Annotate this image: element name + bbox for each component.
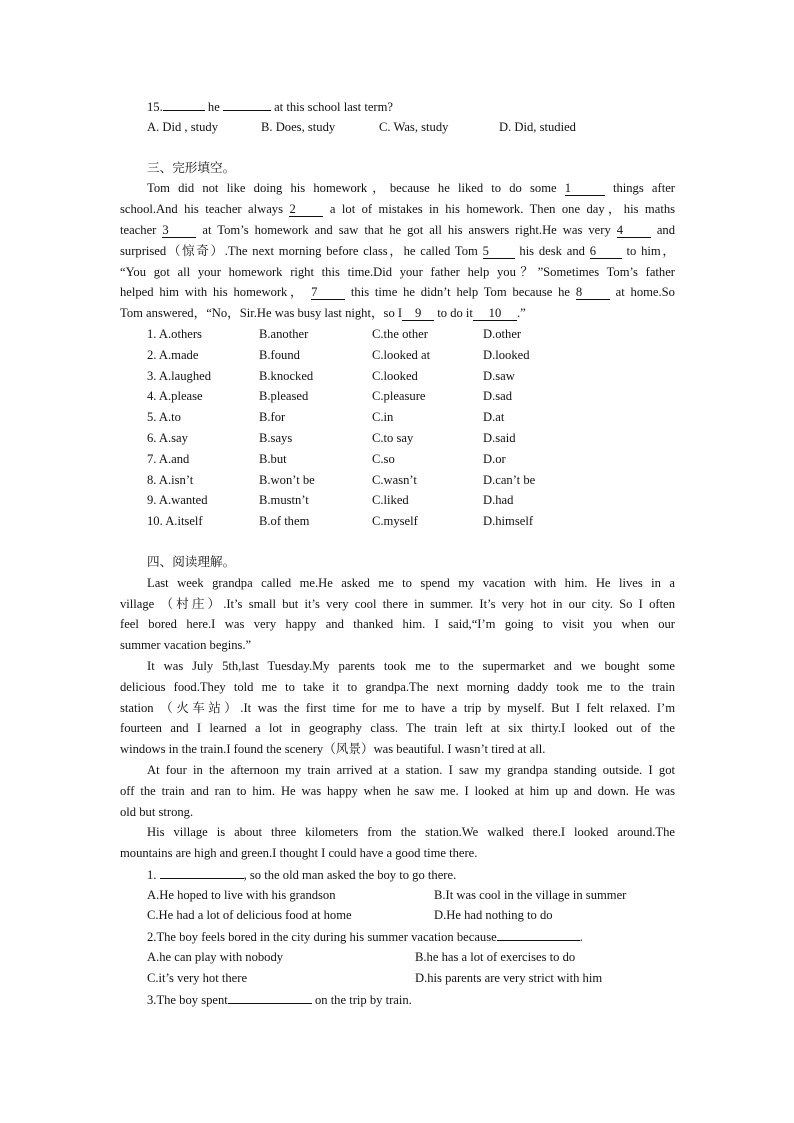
cloze-option[interactable]: 4. A.please — [147, 389, 203, 404]
cloze-option[interactable]: D.other — [483, 326, 522, 341]
reading-q2-stem: 2.The boy feels bored in the city during his summer vacation because . — [120, 926, 675, 947]
cloze-option[interactable]: B.of them — [259, 514, 310, 529]
q1-option-b[interactable]: B.It was cool in the village in summer — [434, 887, 627, 902]
reading-q2-options — [120, 968, 675, 989]
cloze-option[interactable]: 7. A.and — [147, 451, 190, 466]
reading-q3-stem: 3.The boy spent on the trip by train. — [120, 989, 675, 1010]
cloze-option-row — [120, 428, 675, 449]
cloze-blank-5[interactable]: 5 — [483, 244, 515, 259]
passage-line: village （村庄）.It’s small but it’s very cool there in summer. It’s very hot in our city. So I often — [120, 596, 675, 611]
cloze-option[interactable]: 9. A.wanted — [147, 493, 208, 508]
q15-option-d[interactable]: D. Did, studied — [499, 119, 576, 134]
passage-line: station （火车站）.It was the first time for me to have a trip by myself. But I felt relaxed. I’m — [120, 700, 675, 715]
passage-line: feel bored here.I was very happy and thanked him. I said,“I’m going to visit you when our — [120, 617, 675, 632]
cloze-line: school.And his teacher always 2 a lot of mistakes in his homework. Then one day，his maths — [120, 202, 676, 217]
cloze-line: helped him with his homework， 7 this time he didn’t help Tom because he 8 at home.So — [120, 285, 675, 300]
q15-option-c[interactable]: C. Was, study — [379, 119, 449, 134]
cloze-option[interactable]: C.myself — [372, 514, 418, 529]
cloze-option[interactable]: B.mustn’t — [259, 493, 309, 508]
cloze-option[interactable]: D.looked — [483, 347, 530, 362]
cloze-line: surprised（惊奇）.The next morning before class，he called Tom 5 his desk and 6 to him， — [120, 243, 675, 258]
cloze-option[interactable]: C.looked — [372, 368, 418, 383]
passage-line: fourteen and I learned a lot in geography class. The train left at six thirty.I looked out of the — [120, 721, 675, 736]
cloze-option[interactable]: B.for — [259, 410, 286, 425]
cloze-blank-2[interactable]: 2 — [289, 202, 323, 217]
answer-blank[interactable] — [223, 96, 271, 111]
cloze-blank-3[interactable]: 3 — [162, 223, 196, 238]
reading-q1-options — [120, 885, 675, 906]
cloze-option[interactable]: 6. A.say — [147, 430, 188, 445]
cloze-option[interactable]: B.says — [259, 430, 293, 445]
cloze-option-row — [120, 366, 675, 387]
q15-stem: 15. he at this school last term? — [120, 96, 675, 117]
cloze-option-row — [120, 490, 675, 511]
cloze-line: teacher 3 at Tom’s homework and saw that he got all his answers right.He was very 4 and — [120, 222, 676, 237]
q1-option-c[interactable]: C.He had a lot of delicious food at home — [147, 908, 352, 923]
cloze-option[interactable]: D.sad — [483, 389, 513, 404]
answer-blank[interactable] — [160, 864, 244, 879]
q15-option-a[interactable]: A. Did , study — [147, 119, 219, 134]
cloze-option[interactable]: 1. A.others — [147, 326, 202, 341]
cloze-option[interactable]: 3. A.laughed — [147, 368, 212, 383]
cloze-option[interactable]: B.won’t be — [259, 472, 315, 487]
passage-line: mountains are high and green.I thought I could have a good time there. — [120, 846, 478, 861]
cloze-line: Tom did not like doing his homework，because he liked to do some 1 things after — [147, 181, 675, 196]
cloze-option[interactable]: C.to say — [372, 430, 414, 445]
cloze-blank-8[interactable]: 8 — [576, 285, 610, 300]
passage-line: It was July 5th,last Tuesday.My parents took me to the supermarket and we bought some — [147, 658, 675, 673]
reading-passage — [120, 573, 675, 864]
cloze-option-row — [120, 470, 675, 491]
cloze-option-row — [120, 511, 675, 532]
cloze-option[interactable]: D.said — [483, 430, 516, 445]
answer-blank[interactable] — [163, 96, 205, 111]
passage-line: old but strong. — [120, 804, 194, 819]
cloze-option[interactable]: 10. A.itself — [147, 514, 203, 529]
reading-q2-options — [120, 947, 675, 968]
passage-line: delicious food.They told me to take it to grandpa.The next morning daddy took me to the train — [120, 679, 675, 694]
cloze-option[interactable]: B.knocked — [259, 368, 314, 383]
cloze-option[interactable]: D.saw — [483, 368, 515, 383]
cloze-option[interactable]: C.in — [372, 410, 394, 425]
cloze-option[interactable]: C.so — [372, 451, 395, 466]
q2-option-b[interactable]: B.he has a lot of exercises to do — [415, 950, 576, 965]
reading-q1-stem: 1. , so the old man asked the boy to go there. — [120, 864, 675, 885]
passage-line: Last week grandpa called me.He asked me to spend my vacation with him. He lives in a — [147, 575, 675, 590]
cloze-option[interactable]: D.can’t be — [483, 472, 536, 487]
cloze-option[interactable]: D.had — [483, 493, 514, 508]
cloze-option[interactable]: C.wasn’t — [372, 472, 417, 487]
cloze-option[interactable]: D.himself — [483, 514, 534, 529]
cloze-heading: 三、完形填空。 — [147, 159, 236, 175]
cloze-blank-10[interactable]: 10 — [473, 306, 517, 321]
cloze-option[interactable]: 8. A.isn’t — [147, 472, 194, 487]
cloze-option[interactable]: D.or — [483, 451, 506, 466]
q15-options — [120, 117, 675, 138]
q15-option-b[interactable]: B. Does, study — [261, 119, 336, 134]
cloze-option[interactable]: B.another — [259, 326, 309, 341]
cloze-line: “You got all your homework right this time.Did your father help you？”Sometimes Tom’s father — [120, 264, 675, 279]
passage-line: windows in the train.I found the scenery（风景）was beautiful. I wasn’t tired at all. — [120, 742, 546, 757]
answer-blank[interactable] — [497, 926, 580, 941]
reading-heading: 四、阅读理解。 — [147, 553, 236, 569]
cloze-blank-1[interactable]: 1 — [565, 181, 605, 196]
q2-option-a[interactable]: A.he can play with nobody — [147, 950, 284, 965]
cloze-blank-9[interactable]: 9 — [402, 306, 434, 321]
cloze-option-row — [120, 386, 675, 407]
passage-line: summer vacation begins.” — [120, 638, 252, 653]
cloze-line: Tom answered，“No，Sir.He was busy last night，so I 9 to do it 10 .” — [120, 306, 526, 321]
passage-line: At four in the afternoon my train arrived at a station. I saw my grandpa standing outside. I got — [147, 762, 675, 777]
answer-blank[interactable] — [228, 989, 312, 1004]
cloze-option[interactable]: B.found — [259, 347, 300, 362]
reading-q1-options — [120, 905, 675, 926]
cloze-option-row — [120, 324, 675, 345]
cloze-option-row — [120, 345, 675, 366]
cloze-option[interactable]: 5. A.to — [147, 410, 181, 425]
cloze-option-row — [120, 449, 675, 470]
cloze-option[interactable]: B.pleased — [259, 389, 309, 404]
q1-option-d[interactable]: D.He had nothing to do — [434, 908, 553, 923]
q1-option-a[interactable]: A.He hoped to live with his grandson — [147, 887, 336, 902]
q2-option-d[interactable]: D.his parents are very strict with him — [415, 970, 603, 985]
cloze-option[interactable]: C.the other — [372, 326, 428, 341]
cloze-option[interactable]: C.pleasure — [372, 389, 426, 404]
cloze-options — [120, 324, 675, 532]
cloze-blank-4[interactable]: 4 — [617, 223, 651, 238]
cloze-blank-6[interactable]: 6 — [590, 244, 622, 259]
cloze-option[interactable]: B.but — [259, 451, 287, 466]
q2-option-c[interactable]: C.it’s very hot there — [147, 970, 248, 985]
cloze-option[interactable]: C.looked at — [372, 347, 431, 362]
passage-line: off the train and ran to him. He was happy when he saw me. I looked at him up and down. He was — [120, 783, 675, 798]
cloze-option[interactable]: 2. A.made — [147, 347, 199, 362]
passage-line: His village is about three kilometers from the station.We walked there.I looked around.The — [147, 825, 675, 840]
cloze-option[interactable]: D.at — [483, 410, 505, 425]
cloze-blank-7[interactable]: 7 — [311, 285, 345, 300]
cloze-option[interactable]: C.liked — [372, 493, 409, 508]
worksheet-content — [120, 96, 675, 1009]
cloze-option-row — [120, 407, 675, 428]
